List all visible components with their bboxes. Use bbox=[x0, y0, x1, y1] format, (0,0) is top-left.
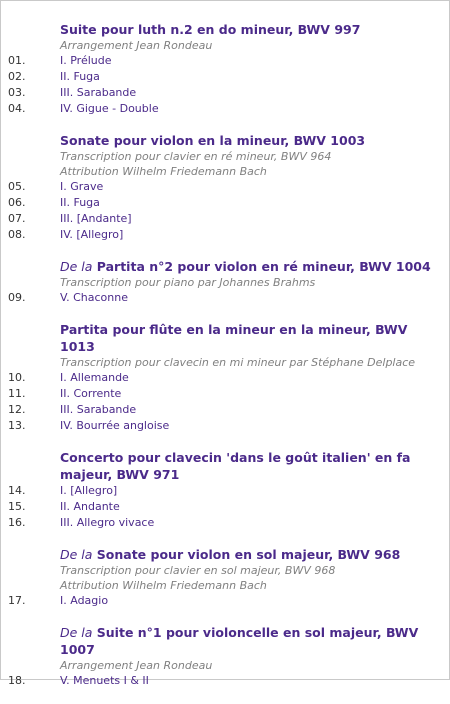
track-number: 16. bbox=[8, 516, 26, 529]
track-title: I. Adagio bbox=[60, 594, 109, 607]
work-note: Transcription pour clavecin en mi mineur par Stéphane Delplace bbox=[60, 356, 416, 369]
track-number: 07. bbox=[8, 212, 26, 225]
work-note: Attribution Wilhelm Friedemann Bach bbox=[60, 165, 267, 178]
work-section bbox=[1, 624, 449, 689]
work-title bbox=[1, 21, 449, 38]
work-title-prefix: De la bbox=[60, 547, 93, 562]
track-row[interactable] bbox=[1, 179, 449, 195]
work-title bbox=[1, 546, 449, 563]
work-title-prefix: De la bbox=[60, 259, 93, 274]
track-number: 17. bbox=[8, 594, 26, 607]
track-number: 12. bbox=[8, 403, 26, 416]
track-number: 05. bbox=[8, 180, 26, 193]
track-title: III. [Andante] bbox=[60, 212, 132, 225]
track-number: 09. bbox=[8, 291, 26, 304]
track-number: 10. bbox=[8, 371, 26, 384]
work-note: Arrangement Jean Rondeau bbox=[60, 659, 213, 672]
work-title-text: Partita n°2 pour violon en ré mineur, BWV 1004 bbox=[96, 259, 431, 274]
track-row[interactable] bbox=[1, 515, 449, 531]
work-section bbox=[1, 449, 449, 531]
track-row[interactable] bbox=[1, 211, 449, 227]
work-section bbox=[1, 21, 449, 117]
work-title bbox=[1, 321, 449, 355]
track-number: 18. bbox=[8, 674, 26, 687]
track-title: IV. [Allegro] bbox=[60, 228, 124, 241]
track-title: III. Sarabande bbox=[60, 403, 137, 416]
track-row[interactable] bbox=[1, 386, 449, 402]
track-row[interactable] bbox=[1, 593, 449, 609]
track-title: V. Chaconne bbox=[60, 291, 128, 304]
work-note: Transcription pour clavier en ré mineur, BWV 964 bbox=[60, 150, 332, 163]
track-row[interactable] bbox=[1, 499, 449, 515]
track-row[interactable] bbox=[1, 101, 449, 117]
track-row[interactable] bbox=[1, 673, 449, 689]
track-title: I. [Allegro] bbox=[60, 484, 118, 497]
track-number: 06. bbox=[8, 196, 26, 209]
track-row[interactable] bbox=[1, 402, 449, 418]
track-row[interactable] bbox=[1, 483, 449, 499]
track-number: 11. bbox=[8, 387, 26, 400]
track-number: 15. bbox=[8, 500, 26, 513]
work-note: Transcription pour piano par Johannes Brahms bbox=[60, 276, 316, 289]
work-title-prefix: De la bbox=[60, 625, 93, 640]
track-number: 08. bbox=[8, 228, 26, 241]
track-title: III. Allegro vivace bbox=[60, 516, 155, 529]
track-row[interactable] bbox=[1, 85, 449, 101]
track-row[interactable] bbox=[1, 69, 449, 85]
work-title bbox=[1, 258, 449, 275]
work-section bbox=[1, 321, 449, 434]
track-row[interactable] bbox=[1, 370, 449, 386]
track-title: I. Allemande bbox=[60, 371, 129, 384]
track-row[interactable] bbox=[1, 195, 449, 211]
track-number: 03. bbox=[8, 86, 26, 99]
work-note: Attribution Wilhelm Friedemann Bach bbox=[60, 579, 267, 592]
work-title-text: Partita pour flûte en la mineur en la mineur, BWV 1013 bbox=[60, 322, 408, 354]
work-note: Arrangement Jean Rondeau bbox=[60, 39, 213, 52]
work-title-text: Suite n°1 pour violoncelle en sol majeur, BWV 1007 bbox=[60, 625, 419, 657]
track-row[interactable] bbox=[1, 418, 449, 434]
track-number: 04. bbox=[8, 102, 26, 115]
work-note: Transcription pour clavier en sol majeur, BWV 968 bbox=[60, 564, 336, 577]
track-title: II. Corrente bbox=[60, 387, 122, 400]
work-title bbox=[1, 132, 449, 149]
track-title: II. Fuga bbox=[60, 70, 100, 83]
work-title bbox=[1, 624, 449, 658]
track-number: 13. bbox=[8, 419, 26, 432]
track-row[interactable] bbox=[1, 53, 449, 69]
work-title bbox=[1, 449, 449, 483]
track-number: 14. bbox=[8, 484, 26, 497]
work-section bbox=[1, 132, 449, 243]
track-title: IV. Gigue - Double bbox=[60, 102, 159, 115]
track-title: IV. Bourrée angloise bbox=[60, 419, 170, 432]
track-title: I. Prélude bbox=[60, 54, 112, 67]
work-section bbox=[1, 258, 449, 306]
track-title: V. Menuets I & II bbox=[60, 674, 149, 687]
track-number: 02. bbox=[8, 70, 26, 83]
track-title: II. Fuga bbox=[60, 196, 100, 209]
work-title-text: Sonate pour violon en la mineur, BWV 1003 bbox=[60, 133, 366, 148]
work-title-text: Concerto pour clavecin 'dans le goût italien' en fa majeur, BWV 971 bbox=[60, 450, 411, 482]
work-title-text: Suite pour luth n.2 en do mineur, BWV 997 bbox=[60, 22, 361, 37]
track-row[interactable] bbox=[1, 227, 449, 243]
tracklist bbox=[1, 21, 449, 704]
work-section bbox=[1, 546, 449, 609]
track-title: I. Grave bbox=[60, 180, 104, 193]
track-row[interactable] bbox=[1, 290, 449, 306]
track-title: III. Sarabande bbox=[60, 86, 137, 99]
work-title-text: Sonate pour violon en sol majeur, BWV 968 bbox=[96, 547, 401, 562]
track-number: 01. bbox=[8, 54, 26, 67]
track-title: II. Andante bbox=[60, 500, 120, 513]
